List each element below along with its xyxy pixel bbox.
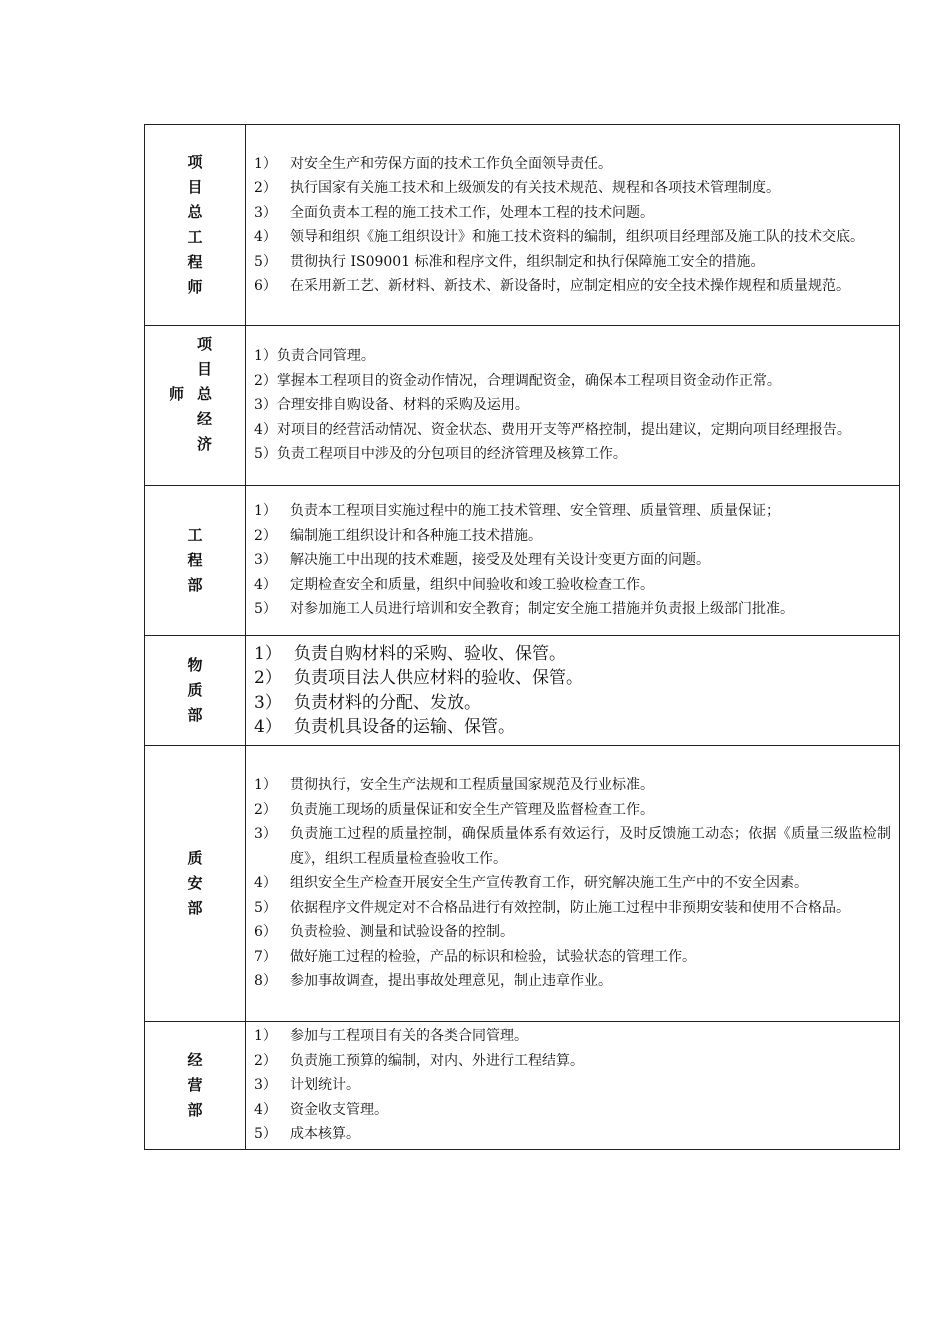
duty-number: 1） [254, 503, 277, 520]
duty-number: 3） [254, 552, 277, 569]
duty-item [254, 344, 891, 369]
duty-item [254, 597, 891, 622]
table-row [145, 326, 900, 486]
dept-char: 项 [197, 334, 213, 353]
dept-cell [145, 636, 246, 746]
duty-item [254, 393, 891, 418]
duty-text: 对参加施工人员进行培训和安全教育；制定安全施工措施并负责报上级部门批准。 [290, 601, 794, 618]
dept-char: 济 [197, 434, 213, 453]
duty-cell [246, 486, 900, 636]
duty-item [254, 176, 891, 201]
duty-text: 负责项目法人供应材料的验收、保管。 [294, 668, 583, 688]
table-row [145, 746, 900, 1022]
duty-item [254, 920, 891, 945]
duty-item [254, 1024, 891, 1049]
dept-cell [145, 486, 246, 636]
dept-name: 物质部 [187, 656, 203, 724]
duty-item [254, 822, 891, 871]
dept-char: 师 [169, 384, 185, 403]
table-row [145, 486, 900, 636]
duty-number: 4） [254, 576, 277, 593]
duty-number: 8） [254, 973, 277, 990]
duty-number: 4） [254, 421, 277, 438]
dept-name: 质安部 [187, 849, 203, 917]
dept-char: 经 [197, 409, 213, 428]
duty-text: 负责合同管理。 [276, 348, 375, 365]
duty-item [254, 418, 891, 443]
duty-item [254, 691, 891, 716]
duty-text: 负责自购材料的采购、验收、保管。 [294, 643, 566, 664]
duty-number: 2） [254, 180, 277, 196]
duty-text: 依据程序文件规定对不合格品进行有效控制，防止施工过程中非预期安装和使用不合格品。 [290, 899, 850, 916]
duty-number: 4） [254, 1101, 277, 1118]
duty-number: 3） [254, 1077, 277, 1093]
duty-number: 3） [254, 826, 277, 843]
duty-cell [246, 125, 900, 326]
duty-text: 对项目的经营活动情况、资金状态、费用开支等严格控制，提出建议，定期向项目经理报告。 [276, 421, 851, 438]
duty-number: 3） [254, 204, 277, 221]
duty-text: 负责工程项目中涉及的分包项目的经济管理及核算工作。 [276, 446, 627, 463]
duty-text: 对安全生产和劳保方面的技术工作负全面领导责任。 [290, 155, 612, 172]
duty-text: 做好施工过程的检验，产品的标识和检验，试验状态的管理工作。 [290, 948, 696, 965]
duty-number: 1） [254, 643, 282, 664]
duty-number: 7） [254, 948, 277, 965]
duty-text: 组织安全生产检查开展安全生产宣传教育工作，研究解决施工生产中的不安全因素。 [290, 875, 808, 892]
duty-list [254, 499, 891, 622]
dept-name [165, 329, 225, 479]
duty-number: 1） [254, 348, 277, 365]
dept-name: 经营部 [187, 1050, 203, 1119]
duty-item [254, 666, 891, 691]
duty-text: 负责本工程项目实施过程中的施工技术管理、安全管理、质量管理、质量保证； [290, 503, 780, 520]
duty-number: 3） [254, 397, 277, 414]
duty-item [254, 715, 891, 740]
dept-cell [145, 746, 246, 1022]
duty-text: 全面负责本工程的施工技术工作，处理本工程的技术问题。 [290, 204, 654, 221]
duty-text: 掌握本工程项目的资金动作情况，合理调配资金，确保本工程项目资金动作正常。 [276, 372, 781, 389]
duty-item [254, 499, 891, 524]
duty-cell [246, 1022, 900, 1150]
duty-number: 1） [254, 155, 277, 172]
dept-name: 项目总工程师 [187, 153, 203, 296]
dept-cell [145, 1022, 246, 1150]
duty-text: 负责施工现场的质量保证和安全生产管理及监督检查工作。 [290, 801, 654, 818]
duty-item [254, 573, 891, 598]
duty-cell [246, 326, 900, 486]
duty-number: 4） [254, 229, 277, 245]
duty-number: 1） [254, 777, 277, 794]
duty-list [254, 1024, 891, 1147]
responsibility-table [144, 124, 900, 1150]
duty-number: 5） [254, 1126, 277, 1142]
dept-cell [145, 125, 246, 326]
duty-item [254, 369, 891, 394]
duty-text: 资金收支管理。 [290, 1101, 388, 1118]
duty-item [254, 773, 891, 798]
duty-item [254, 945, 891, 970]
duty-item [254, 250, 891, 275]
duty-text: 在采用新工艺、新材料、新技术、新设备时，应制定相应的安全技术操作规程和质量规范。 [290, 278, 850, 294]
duty-text: 负责机具设备的运输、保管。 [294, 717, 515, 737]
dept-name: 工程部 [187, 526, 203, 594]
duty-text: 合理安排自购设备、材料的采购及运用。 [276, 397, 529, 414]
duty-item [254, 1098, 891, 1123]
duty-text: 参加事故调查，提出事故处理意见，制止违章作业。 [290, 973, 612, 990]
duty-item [254, 524, 891, 549]
duty-list [254, 344, 891, 467]
duty-text: 负责材料的分配、发放。 [294, 692, 481, 713]
duty-text: 编制施工组织设计和各种施工技术措施。 [290, 527, 542, 544]
duty-list [254, 152, 891, 299]
duty-number: 2） [254, 668, 282, 688]
duty-item [254, 201, 891, 226]
duty-item [254, 642, 891, 667]
duty-text: 贯彻执行，安全生产法规和工程质量国家规范及行业标准。 [290, 777, 654, 794]
duty-number: 4） [254, 875, 277, 892]
duty-text: 贯彻执行 IS09001 标准和程序文件，组织制定和执行保障施工安全的措施。 [290, 253, 765, 270]
duty-item [254, 896, 891, 921]
duty-number: 2） [254, 527, 277, 544]
duty-text: 定期检查安全和质量，组织中间验收和竣工验收检查工作。 [290, 576, 654, 593]
duty-item [254, 225, 891, 250]
duty-item [254, 1049, 891, 1074]
duty-number: 5） [254, 253, 277, 270]
duty-text: 负责检验、测量和试验设备的控制。 [290, 924, 514, 941]
duty-number: 2） [254, 801, 277, 818]
duty-text: 解决施工中出现的技术难题，接受及处理有关设计变更方面的问题。 [290, 552, 710, 569]
duty-item [254, 969, 891, 994]
duty-text: 负责施工预算的编制，对内、外进行工程结算。 [290, 1052, 584, 1069]
duty-number: 6） [254, 278, 277, 294]
duty-text: 领导和组织《施工组织设计》和施工技术资料的编制，组织项目经理部及施工队的技术交底。 [290, 229, 864, 245]
duty-number: 6） [254, 924, 277, 941]
duty-item [254, 442, 891, 467]
table-row [145, 1022, 900, 1150]
duty-item [254, 548, 891, 573]
duty-number: 5） [254, 899, 277, 916]
duty-text: 执行国家有关施工技术和上级颁发的有关技术规范、规程和各项技术管理制度。 [290, 180, 780, 196]
table-row [145, 125, 900, 326]
duty-number: 1） [254, 1028, 277, 1044]
duty-list [254, 642, 891, 740]
duty-number: 5） [254, 446, 277, 463]
duty-item [254, 152, 891, 177]
duty-cell [246, 636, 900, 746]
duty-text: 计划统计。 [290, 1077, 360, 1093]
duty-cell [246, 746, 900, 1022]
dept-char: 总 [197, 384, 213, 403]
duty-number: 5） [254, 601, 277, 618]
duty-number: 2） [254, 372, 277, 389]
duty-item [254, 871, 891, 896]
duty-item [254, 1122, 891, 1147]
dept-cell [145, 326, 246, 486]
duty-list [254, 773, 891, 994]
duty-item [254, 274, 891, 299]
duty-number: 4） [254, 717, 282, 737]
table-row [145, 636, 900, 746]
duty-text: 成本核算。 [290, 1126, 360, 1142]
duty-item [254, 798, 891, 823]
duty-item [254, 1073, 891, 1098]
duty-number: 2） [254, 1052, 277, 1069]
dept-char: 目 [197, 359, 213, 378]
duty-number: 3） [254, 692, 282, 713]
duty-text: 参加与工程项目有关的各类合同管理。 [290, 1028, 528, 1044]
duty-text: 负责施工过程的质量控制，确保质量体系有效运行，及时反馈施工动态；依据《质量三级监检制度》，组织工程质量检查验收工作。 [290, 826, 891, 867]
